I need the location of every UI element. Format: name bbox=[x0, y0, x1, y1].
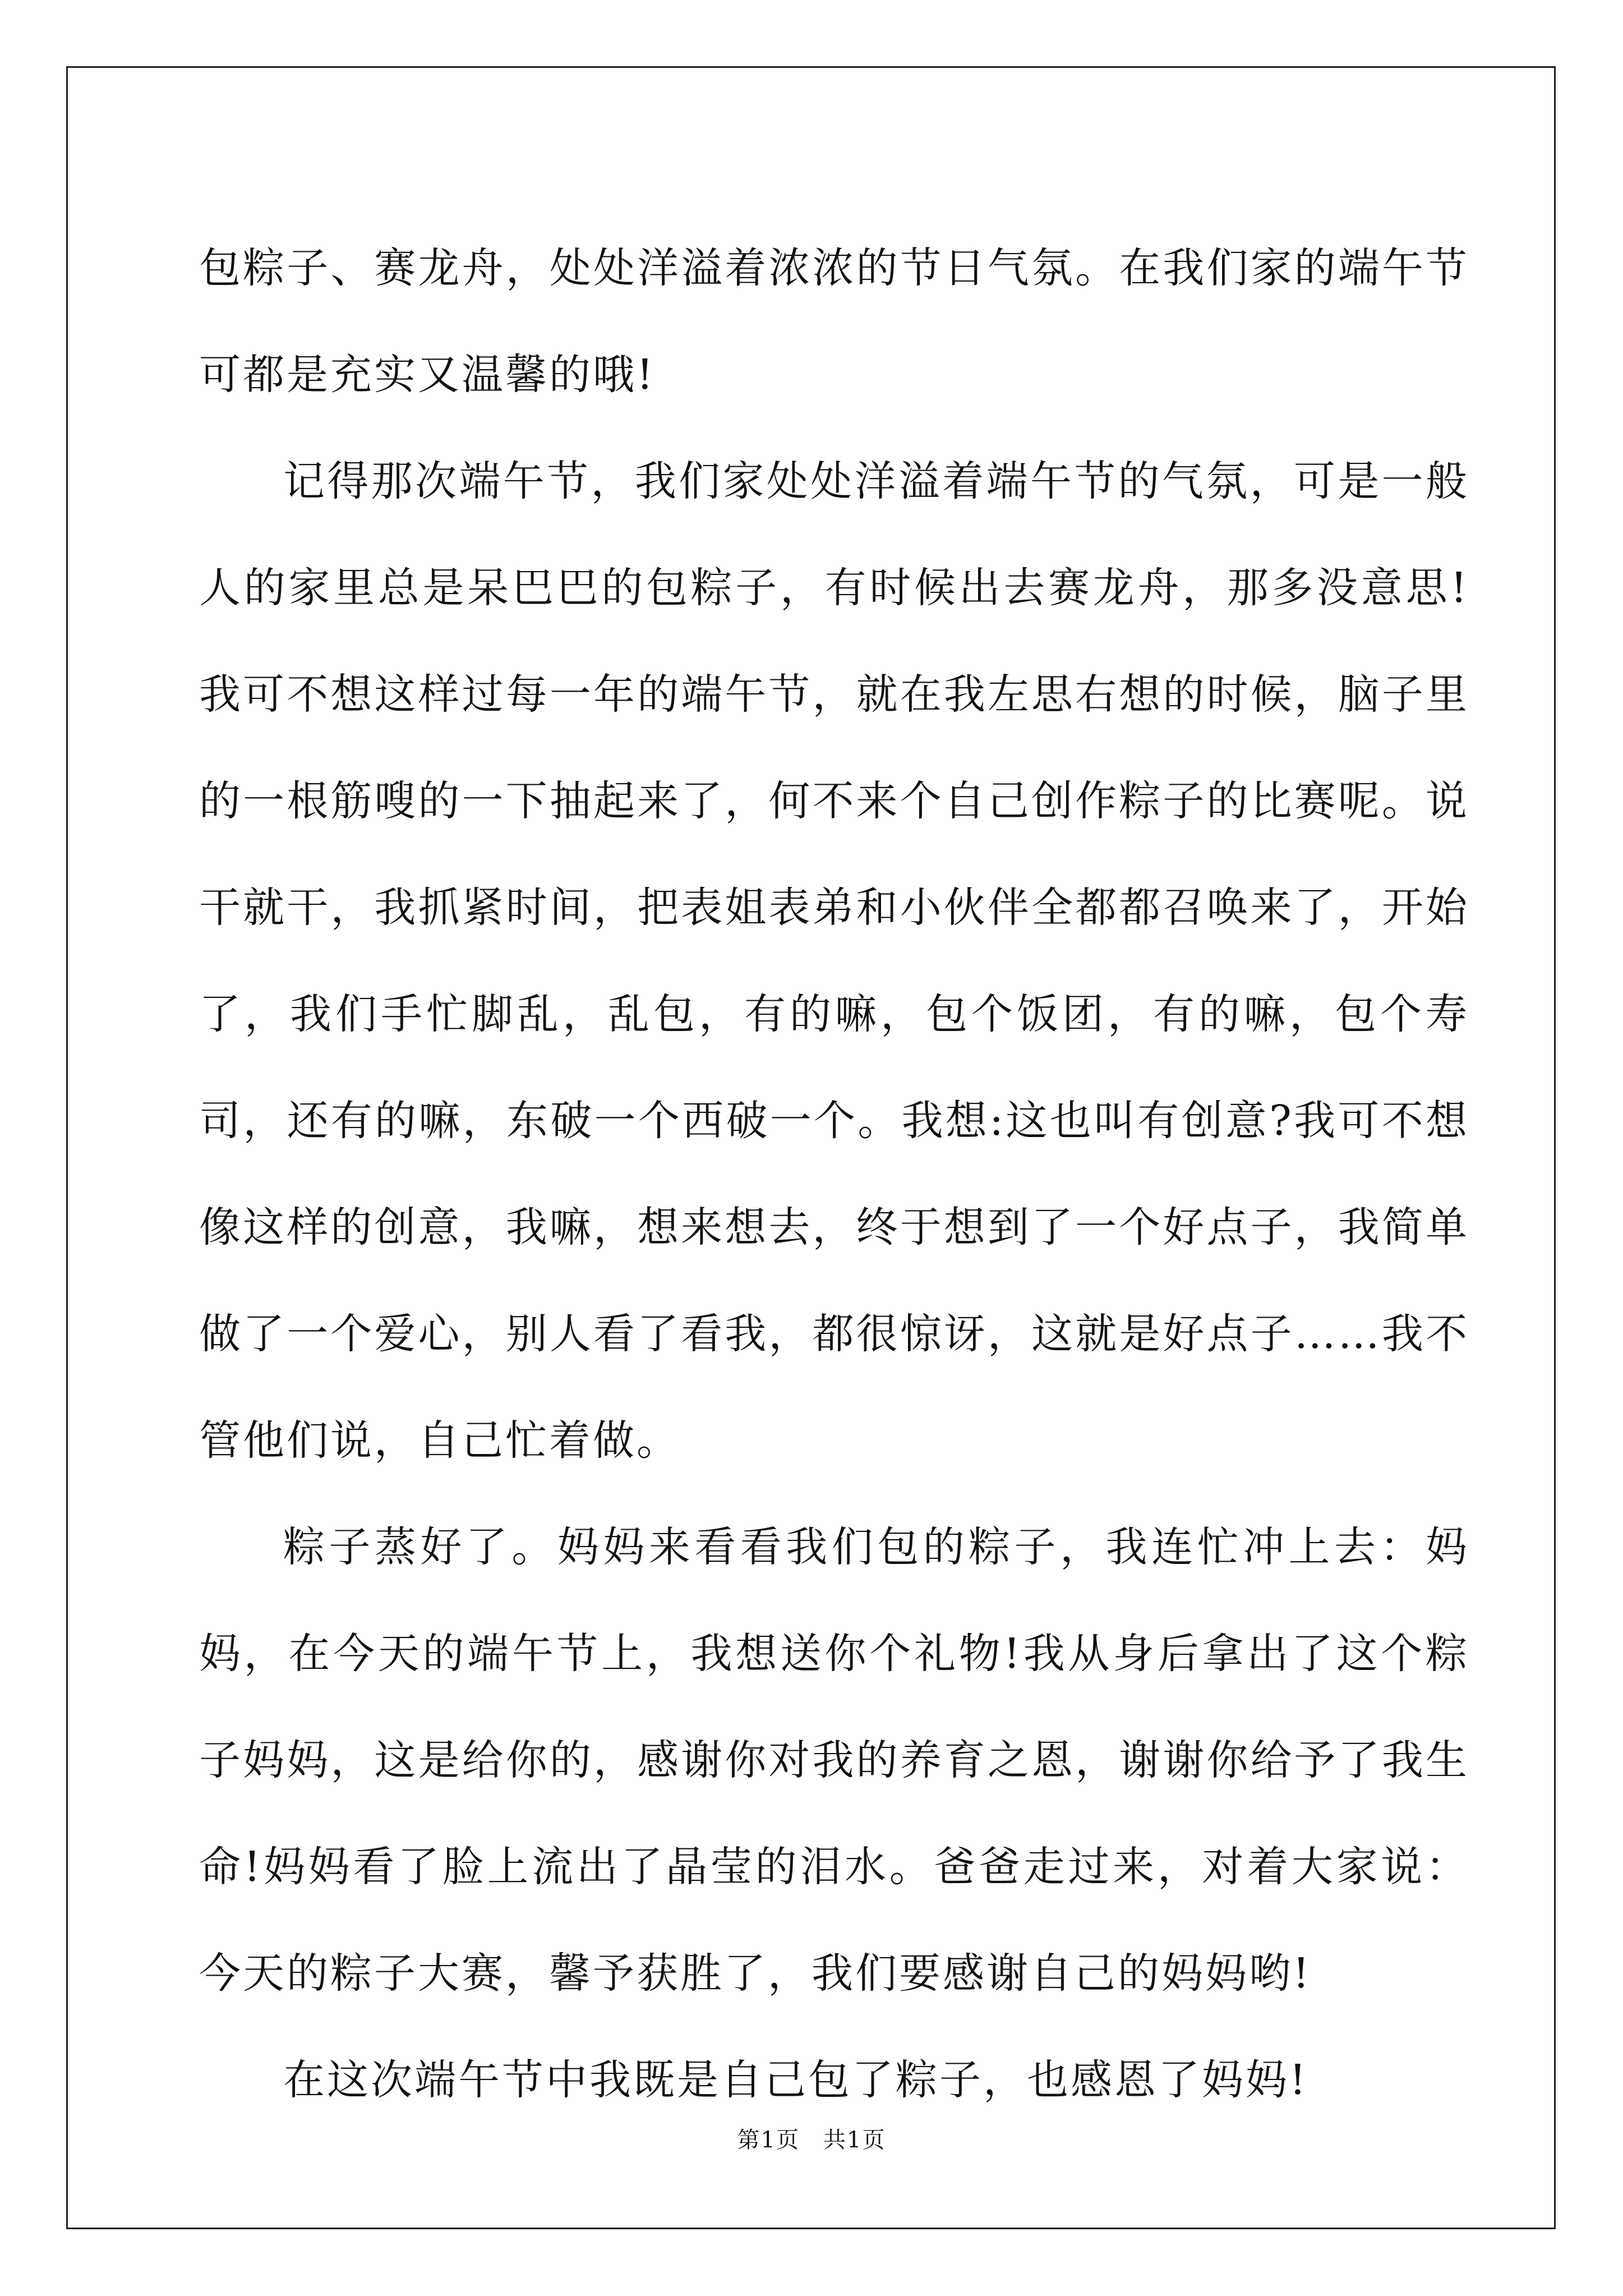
page-number-footer: 第1页 共1页 bbox=[737, 2127, 886, 2153]
paragraph-1: 包粽子、赛龙舟，处处洋溢着浓浓的节日气氛。在我们家的端午节可都是充实又温馨的哦! bbox=[199, 244, 1469, 399]
paragraph-4: 在这次端午节中我既是自己包了粽子，也感恩了妈妈! bbox=[283, 2056, 1308, 2104]
paragraph-3: 粽子蒸好了。妈妈来看看我们包的粽子，我连忙冲上去：妈妈，在今天的端午节上，我想送你个礼物!我从身后拿出了这个粽子妈妈，这是给你的，感谢你对我的养育之恩，谢谢你给予了我生命!妈妈看了脸上流出了晶莹的泪水。爸爸走过来，对着大家说：今天的粽子大赛，馨予获胜了，我们要感谢自己的妈妈哟! bbox=[199, 1523, 1469, 1998]
paragraph-2: 记得那次端午节，我们家处处洋溢着端午节的气氛，可是一般人的家里总是呆巴巴的包粽子，有时候出去赛龙舟，那多没意思!我可不想这样过每一年的端午节，就在我左思右想的时候，脑子里的一根筋嗖的一下抽起来了，何不来个自己创作粽子的比赛呢。说干就干，我抓紧时间，把表姐表弟和小伙伴全都都召唤来了，开始了，我们手忙脚乱，乱包，有的嘛，包个饭团，有的嘛，包个寿司，还有的嘛，东破一个西破一个。我想:这也叫有创意?我可不想像这样的创意，我嘛，想来想去，终于想到了一个好点子，我简单做了一个爱心，别人看了看我，都很惊讶，这就是好点子……我不管他们说，自己忙着做。 bbox=[199, 457, 1469, 1465]
document-body bbox=[199, 215, 1469, 2133]
